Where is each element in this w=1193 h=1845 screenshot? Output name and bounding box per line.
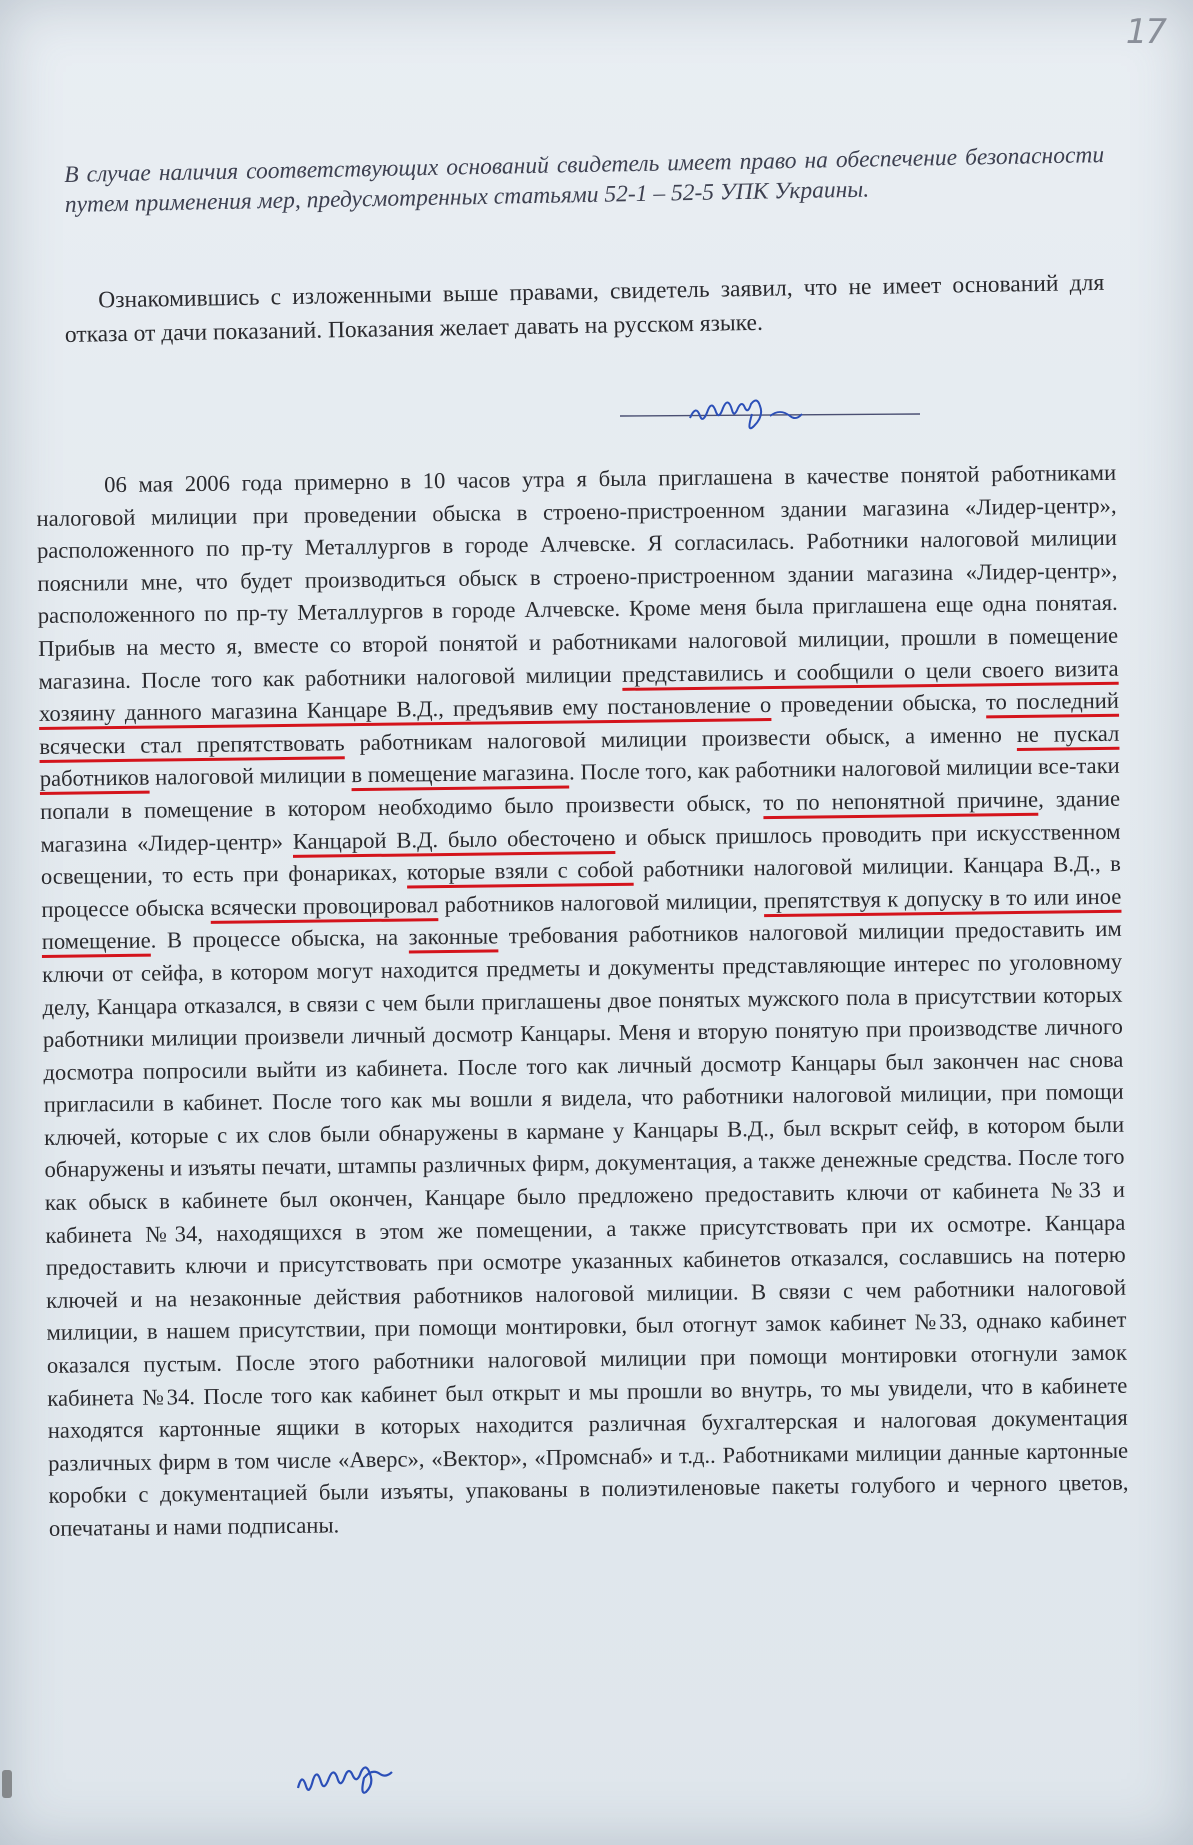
testimony-segment: 06 мая 2006 года примерно в 10 часов утра я была приглашена в качестве понятой работниками налоговой милиции при проведении обыска в строено-пристроенном здании магазина «Лидер-центр», расположенного по пр-ту Металлургов в городе Алчевске. Я согласилась. Работники налоговой милиции пояснили мне, что будет производиться обыск в строено-пристроенном здании магазина «Лидер-центр», расположенного по пр-ту Металлургов в городе Алчевске. Кроме меня была приглашена еще одна понятая. Прибыв на место я, вместе со второй понятой и работниками налоговой милиции, прошли в помещение магазина. После того как работники налоговой милиции (36, 459, 1119, 694)
testimony-text (36, 457, 1129, 1546)
testimony-segment: требования работников налоговой милиции предоставить им ключи от сейфа, в котором могут находится предметы и документы представляющие интерес по уголовному делу, Канцара отказался, в связи с чем были приглашены двое понятых мужского пола в присутствии которых работники милиции произвели личный досмотр Канцары. Меня и вторую понятую при производстве личного досмотра попросили выйти из кабинета. После того как личный досмотр Канцары был закончен нас снова пригласили в кабинет. После того как мы вошли я видела, что работники налоговой милиции, при помощи ключей, которые с их слов были обнаружены в кармане у Канцары В.Д., был вскрыт сейф, в котором были обнаружены и изъяты печати, штампы различных фирм, документация, а также денежные средства. После того как обыск в кабинете был окончен, Канцаре было предложено предоставить ключи от кабинета №33 и кабинета №34, находящихся в этом же помещении, а также присутствовать при их осмотре. Канцара предоставить ключи и присутствовать при осмотре указанных кабинетов отказался, сославшись на потерю ключей и на незаконные действия работников налоговой милиции. В связи с чем работники налоговой милиции, в нашем присутствии, при помощи монтировки, был отогнут замок кабинет №33, однако кабинет оказался пустым. После этого работники налоговой милиции при помощи монтировки отогнули замок кабинета №34. После того как кабинет был открыт и мы прошли во внутрь, то мы увидели, что в кабинете находятся картонные ящики в которых находится различная бухгалтерская и налоговая документация различных фирм в том числе «Аверс», «Вектор», «Промснаб» и т.д.. Работниками милиции данные картонные коробки с документацией были изъяты, упакованы в полиэтиленовые пакеты голубого и черного цветов, опечатаны и нами подписаны. (42, 916, 1129, 1541)
testimony-segment: работники налоговой милиции. Канцара В.Д., в процессе обыска (41, 850, 1122, 922)
page-number: 17 (1125, 12, 1165, 52)
witness-signature-top (620, 392, 920, 452)
testimony-segment: проведении обыска, (771, 689, 987, 718)
underlined-phrase: то последний всячески стал препятствовать (39, 687, 1120, 759)
testimony-segment: налоговой милиции (149, 762, 352, 790)
underlined-phrase: в помещение магазина (351, 759, 570, 788)
consent-statement: Ознакомившись с изложенными выше правами, свидетель заявил, что не имеет оснований для отказа от дачи показаний. Показания желает давать на русском языке. (64, 269, 1105, 348)
underlined-phrase: то по непонятной причине (763, 786, 1039, 816)
underlined-phrase: препятствуя к допуску в то или иное помещение (41, 883, 1122, 955)
testimony-segment: . В процессе обыска, на (150, 924, 409, 953)
witness-signature-bottom (290, 1752, 440, 1812)
rights-notice: В случае наличия соответствующих оснований свидетель имеет право на обеспечение безопасности путем применения мер, предусмотренных статьями 52-1 – 52-5 УПК Украины. (64, 142, 1105, 218)
testimony-segment: и обыск пришлось проводить при искусственном освещении, то есть при фонариках, (40, 818, 1121, 890)
underlined-phrase: представились и сообщили о цели своего визита хозяину данного магазина Канцаре В.Д., предъявив ему постановление о (38, 655, 1119, 727)
testimony-segment: работников налоговой милиции, (437, 887, 765, 917)
underlined-phrase: которые взяли с собой (406, 856, 634, 885)
testimony-segment: . После того, как работники налоговой милиции все-таки попали в помещение в котором необходимо было произвести обыск, (40, 753, 1120, 824)
binding-mark (2, 1770, 12, 1798)
underlined-phrase: не пускал работников (39, 720, 1120, 792)
underlined-phrase: всячески провоцировал (210, 891, 439, 920)
underlined-phrase: Канцарой В.Д. было обесточено (292, 824, 616, 854)
testimony-segment: , здание магазина «Лидер-центр» (40, 785, 1121, 857)
testimony-segment: работникам налоговой милиции произвести обыск, а именно (344, 721, 1017, 755)
underlined-phrase: законные (408, 923, 499, 950)
